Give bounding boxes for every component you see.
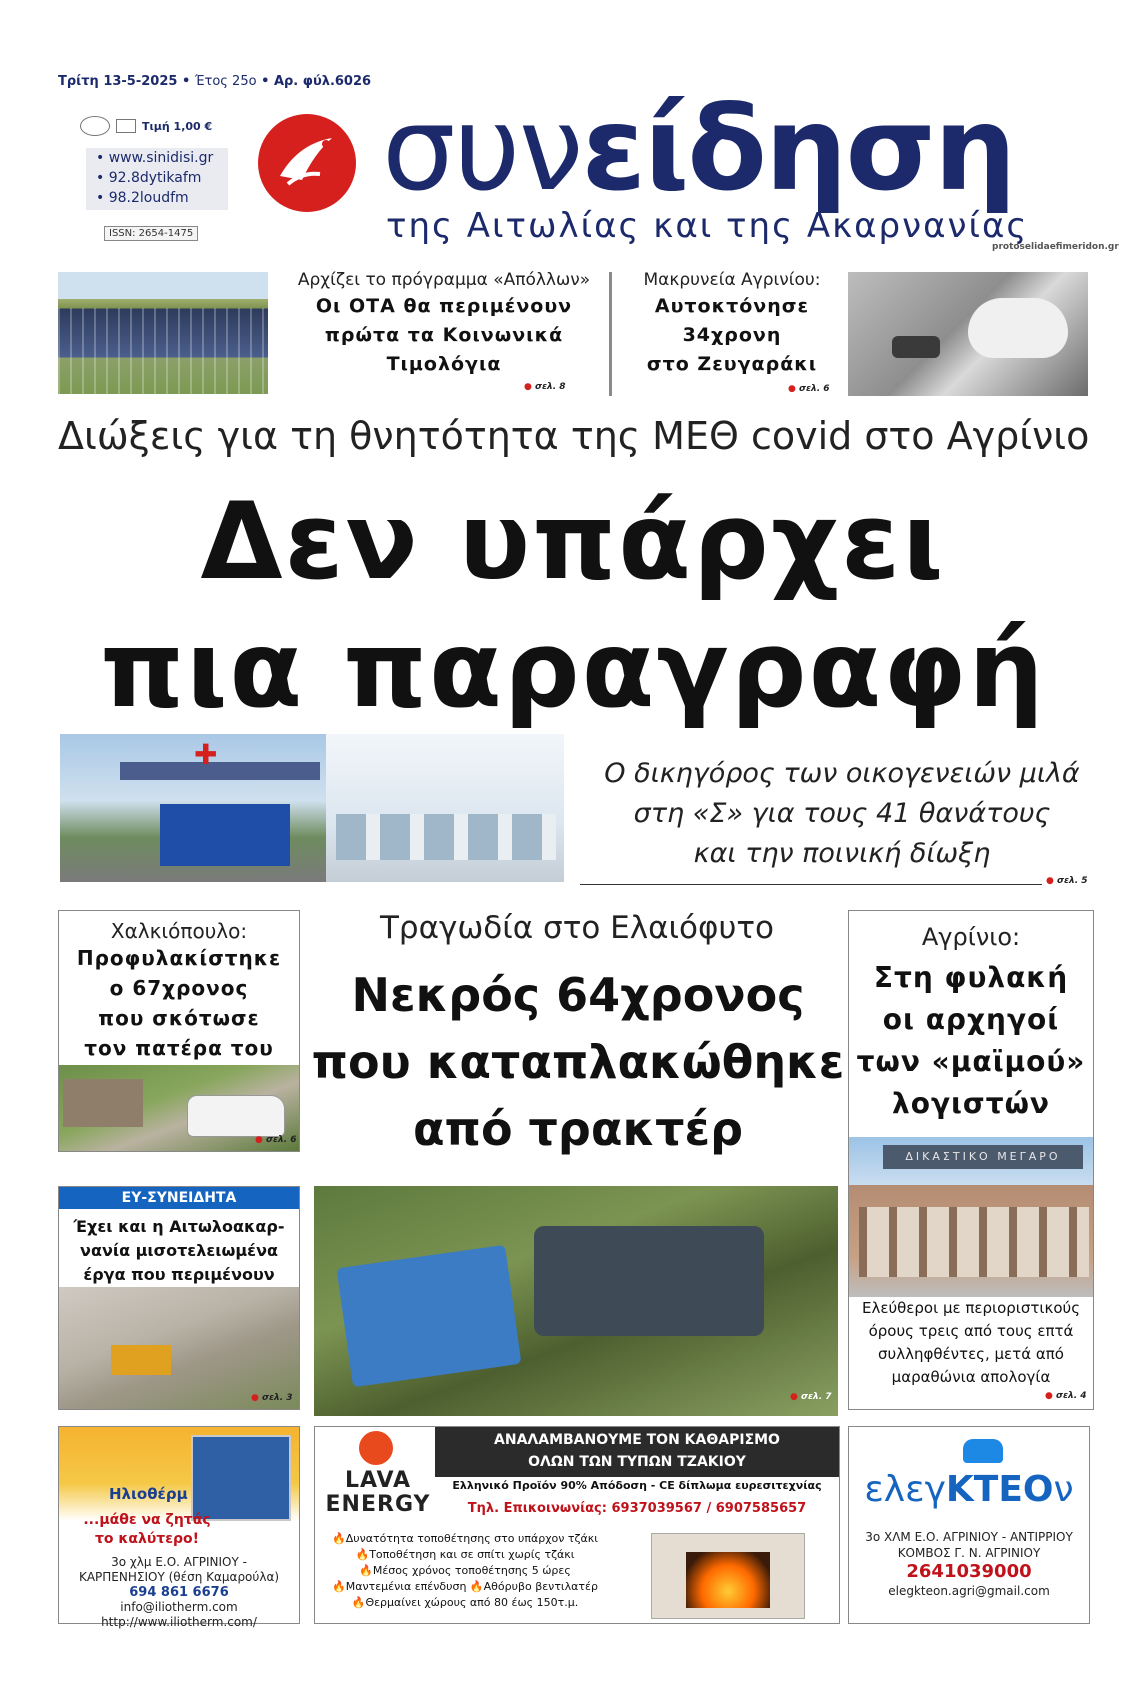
headline-line: Στη φυλακή	[873, 961, 1069, 994]
feature-item	[315, 1579, 615, 1595]
solar-park-photo	[58, 272, 268, 394]
flame-bullet-icon: 🔥	[331, 1532, 346, 1545]
headline-line: πια παραγραφή	[100, 608, 1046, 731]
ad-address	[59, 1555, 299, 1630]
site-link[interactable]: • 98.2loudfm	[96, 190, 189, 206]
seal-icon	[80, 116, 110, 136]
teaser-kicker: Αρχίζει το πρόγραμμα «Απόλλων»	[297, 270, 591, 290]
ad-elegkteon[interactable]	[848, 1426, 1090, 1624]
divider	[609, 272, 612, 396]
courthouse-photo	[849, 1137, 1093, 1297]
price: Τιμή 1,00 €	[142, 119, 213, 133]
flame-icon	[359, 1431, 393, 1465]
flame-bullet-icon: 🔥	[359, 1564, 373, 1577]
flame-bullet-icon: 🔥	[351, 1596, 366, 1609]
feature-text: Τοποθέτηση και σε σπίτι χωρίς τζάκι	[369, 1548, 575, 1561]
headline-line: Αυτοκτόνησε	[654, 295, 810, 317]
pen-logo-icon	[258, 114, 356, 212]
headline-line: στο Ζευγαράκι	[646, 353, 818, 375]
issn: ISSN: 2654-1475	[104, 226, 198, 241]
flame-bullet-icon: 🔥	[332, 1580, 346, 1593]
car-check-icon	[963, 1439, 1003, 1463]
rule	[580, 884, 1042, 885]
lava-logo-text	[323, 1469, 433, 1517]
ad-iliotherm[interactable]	[58, 1426, 300, 1629]
logo-line: ENERGY	[325, 1492, 431, 1517]
brand-end: ν	[1053, 1469, 1074, 1510]
headline-line: οι αρχηγοί	[882, 1003, 1060, 1036]
sites-box	[86, 148, 228, 210]
quarry-photo	[59, 1287, 299, 1409]
page-ref: ● σελ. 5	[1046, 876, 1088, 886]
center-headline[interactable]	[308, 962, 848, 1163]
ad-address	[849, 1529, 1089, 1599]
story-headline	[849, 957, 1093, 1125]
story-kicker: Αγρίνιο:	[921, 923, 1021, 951]
dateline: Τρίτη 13-5-2025 • Έτος 25ο • Αρ. φύλ.6026	[58, 74, 372, 89]
teaser-headline	[284, 292, 604, 379]
story-chalkiopoulo[interactable]	[58, 910, 300, 1152]
page-ref-text: σελ. 6	[799, 384, 830, 394]
headline-line: των «μαϊμού»	[856, 1045, 1086, 1078]
date: Τρίτη 13-5-2025	[58, 74, 178, 89]
headline-line: νανία μισοτελειωμένα	[80, 1241, 278, 1260]
solar-heater-icon	[191, 1435, 291, 1521]
feature-item	[315, 1563, 615, 1579]
headline-line: τον πατέρα του	[84, 1036, 274, 1060]
ad-email[interactable]: elegkteon.agri@gmail.com	[888, 1584, 1050, 1598]
ad-phone[interactable]: 2641039000	[906, 1561, 1032, 1582]
ad-lava-energy[interactable]	[314, 1426, 840, 1624]
headline-line: που σκότωσε	[98, 1006, 260, 1030]
flame-bullet-icon: 🔥	[469, 1580, 484, 1593]
tractor-photo	[314, 1186, 838, 1416]
lava-phones[interactable]: Τηλ. Επικοινωνίας: 6937039567 / 6907585657	[467, 1501, 807, 1516]
page-ref: ● σελ. 4	[1045, 1391, 1087, 1401]
lead-headline[interactable]	[58, 478, 1088, 734]
site-link[interactable]: • www.sinidisi.gr	[96, 150, 214, 166]
story-agrinio[interactable]	[848, 910, 1094, 1410]
issue-number: Αρ. φύλ.6026	[273, 74, 372, 89]
eu-tag: ΕΥ-ΣΥΝΕΙΔΗΤΑ	[59, 1187, 299, 1209]
sub-line: Ο δικηγόρος των οικογενειών μιλά	[604, 758, 1080, 789]
ad-email[interactable]: info@iliotherm.com	[120, 1600, 238, 1614]
center-kicker: Τραγωδία στο Ελαιόφυτο	[379, 910, 775, 946]
page-ref-text: σελ. 3	[262, 1393, 293, 1403]
masthead-title-light: συν	[382, 82, 582, 217]
lava-logo	[319, 1427, 433, 1527]
feature-text: Δυνατότητα τοποθέτησης στο υπάρχον τζάκι	[345, 1532, 598, 1545]
hospital-photo: ✚	[60, 734, 564, 882]
lead-supra: Διώξεις για τη θνητότητα της ΜΕΘ covid στο Αγρίνιο	[58, 414, 1090, 458]
headline-line: από τρακτέρ	[412, 1102, 744, 1156]
headline-line: Έχει και η Αιτωλοακαρ-	[73, 1217, 285, 1236]
teaser-kicker: Μακρυνεία Αγρινίου:	[643, 270, 821, 290]
lava-product: Ελληνικό Προϊόν 90% Απόδοση - CE δίπλωμα ευρεσιτεχνίας	[452, 1479, 822, 1492]
page-ref-text: σελ. 4	[1056, 1391, 1087, 1401]
story-eu[interactable]	[58, 1186, 300, 1410]
teaser-suicide[interactable]	[622, 270, 842, 379]
banner-line: ΑΝΑΛΑΜΒΑΝΟΥΜΕ ΤΟΝ ΚΑΘΑΡΙΣΜΟ	[494, 1432, 780, 1448]
flame-bullet-icon: 🔥	[355, 1548, 370, 1561]
brand-light: ελεγ	[864, 1469, 946, 1510]
headline-line: Οι ΟΤΑ θα περιμένουν	[315, 295, 573, 317]
feature-text: Θερμαίνει χώρους από 80 έως 150τ.μ.	[365, 1596, 579, 1609]
story-kicker: Χαλκιόπουλο:	[110, 919, 248, 943]
feature-item	[315, 1595, 615, 1611]
headline-line: Προφυλακίστηκε	[76, 946, 282, 970]
headline-line: Δεν υπάρχει	[200, 480, 946, 603]
slogan-line: ...μάθε να ζητάς	[83, 1512, 211, 1528]
page-ref: ● σελ. 6	[788, 384, 830, 394]
caption-line: Ελεύθεροι με περιοριστικούς	[861, 1299, 1080, 1317]
elegkteon-logo	[849, 1469, 1089, 1510]
headline-line: Τιμολόγια	[386, 353, 502, 375]
headline-line: πρώτα τα Κοινωνικά	[324, 324, 564, 346]
masthead-subtitle: της Αιτωλίας και της Ακαρνανίας	[386, 206, 1029, 246]
caption-line: όρους τρεις από τους επτά	[868, 1322, 1074, 1340]
ad-brand: Ηλιοθέρμ	[109, 1485, 188, 1503]
courthouse-sign: ΔΙΚΑΣΤΙΚΟ ΜΕΓΑΡΟ	[883, 1145, 1083, 1169]
feature-item	[315, 1547, 615, 1563]
page-ref: ● σελ. 8	[524, 382, 566, 392]
address-line: 3ο χλμ Ε.Ο. ΑΓΡΙΝΙΟΥ -	[111, 1555, 247, 1569]
site-link[interactable]: • 92.8dytikafm	[96, 170, 202, 186]
story-headline	[59, 943, 299, 1063]
headline-line: έργα που περιμένουν	[83, 1265, 275, 1284]
page-ref-text: σελ. 8	[535, 382, 566, 392]
page-ref: ● σελ. 3	[251, 1393, 293, 1403]
page-ref-text: σελ. 5	[1057, 876, 1088, 886]
ad-phone[interactable]: 694 861 6676	[129, 1585, 229, 1600]
headline-line: Νεκρός 64χρονος	[351, 968, 805, 1022]
feature-item	[315, 1531, 615, 1547]
caption-line: μαραθώνια απολογία	[891, 1368, 1051, 1386]
publisher-mark-icon	[116, 119, 136, 133]
ad-website[interactable]: http://www.iliotherm.com/	[101, 1615, 257, 1629]
headline-line: που καταπλακώθηκε	[311, 1035, 845, 1089]
address-line: ΚΑΡΠΕΝΗΣΙΟΥ (θέση Καμαρούλα)	[78, 1570, 280, 1584]
logo-line: LAVA	[344, 1468, 412, 1493]
masthead-title	[382, 82, 1015, 217]
headline-line: λογιστών	[891, 1087, 1051, 1120]
ad-slogan	[67, 1511, 227, 1549]
teaser-headline	[622, 292, 842, 379]
sub-line: και την ποινική δίωξη	[693, 838, 991, 869]
fireplace-photo	[651, 1533, 805, 1619]
price-row	[80, 116, 212, 136]
teaser-ota[interactable]	[284, 270, 604, 379]
story-caption	[849, 1297, 1093, 1389]
lead-subheading	[586, 754, 1098, 874]
masthead-title-bold: είδηση	[581, 82, 1015, 217]
page-ref-text: σελ. 7	[801, 1392, 832, 1402]
lava-banner	[435, 1427, 839, 1477]
bw-hand-photo	[848, 272, 1088, 396]
headline-line: 34χρονη	[682, 324, 782, 346]
caption-line: συλληφθέντες, μετά από	[878, 1345, 1064, 1363]
page-ref: ● σελ. 7	[790, 1392, 832, 1402]
sub-line: στη «Σ» για τους 41 θανάτους	[633, 798, 1051, 829]
year: Έτος 25ο	[194, 74, 257, 89]
lava-features	[315, 1531, 615, 1611]
watermark: protoselidaefimeridon.gr	[992, 242, 1119, 252]
page-ref: ● σελ. 6	[255, 1135, 297, 1145]
banner-line: ΟΛΩΝ ΤΩΝ ΤΥΠΩΝ ΤΖΑΚΙΟΥ	[528, 1454, 746, 1470]
story-headline	[59, 1215, 299, 1287]
feature-text: Αθόρυβο βεντιλατέρ	[483, 1580, 598, 1593]
headline-line: ο 67χρονος	[109, 976, 249, 1000]
feature-text: Μέσος χρόνος τοποθέτησης 5 ώρες	[372, 1564, 571, 1577]
page-ref-text: σελ. 6	[266, 1135, 297, 1145]
brand-bold: ΚΤΕΟ	[945, 1469, 1054, 1510]
address-line: ΚΟΜΒΟΣ Γ. Ν. ΑΓΡΙΝΙΟΥ	[897, 1546, 1041, 1560]
slogan-line: το καλύτερο!	[94, 1531, 200, 1547]
feature-text: Μαντεμένια επένδυση	[345, 1580, 467, 1593]
address-line: 3ο ΧΛΜ Ε.Ο. ΑΓΡΙΝΙΟΥ - ΑΝΤΙΡΡΙΟΥ	[865, 1530, 1073, 1544]
